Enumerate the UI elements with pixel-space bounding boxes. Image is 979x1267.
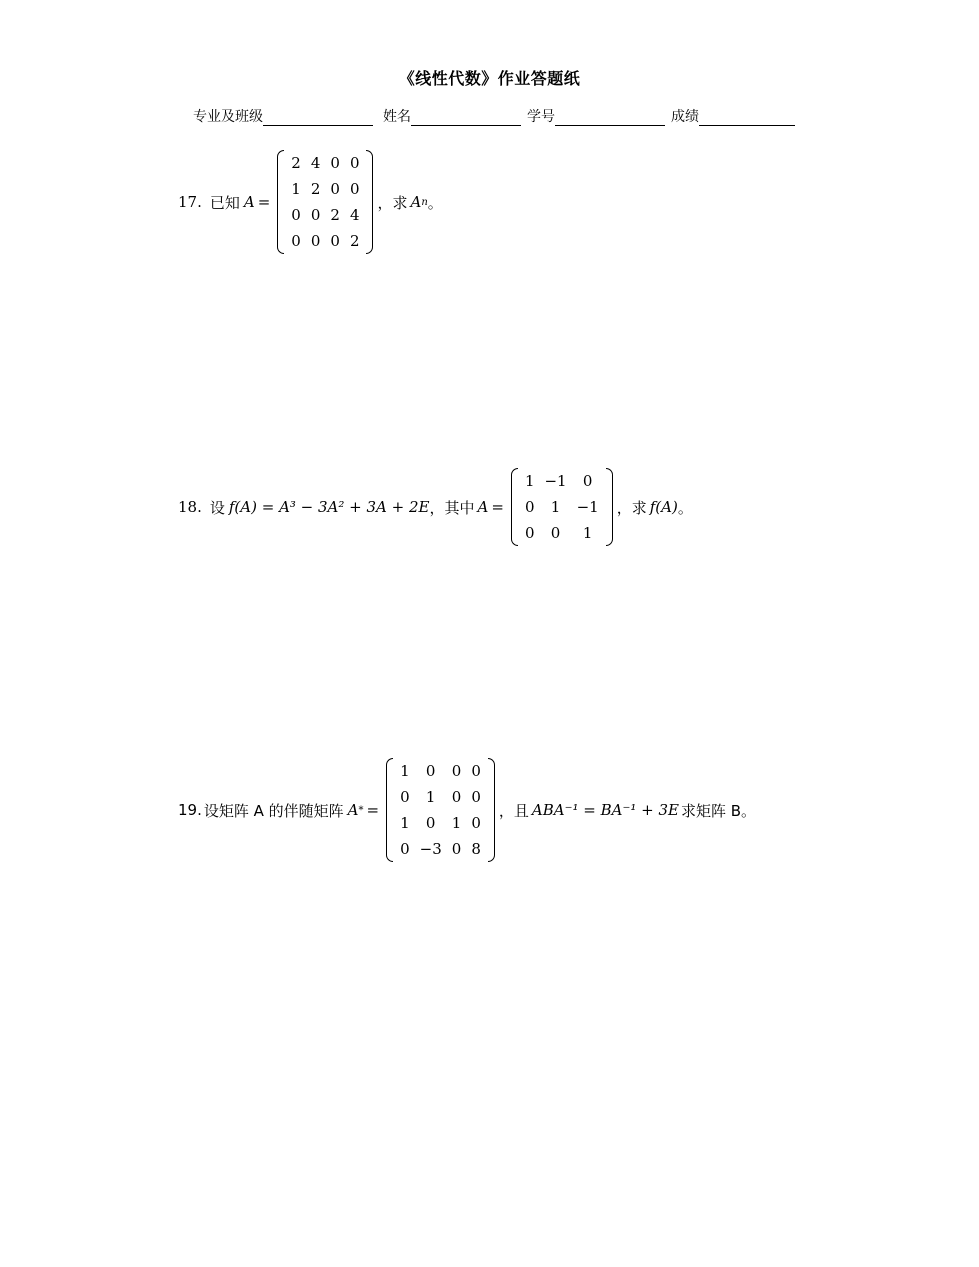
matrix-entry: 4 (349, 206, 360, 224)
problem-suffix: ，求 (616, 498, 647, 517)
target-expression: f(A) (649, 498, 678, 516)
matrix-entry: 2 (349, 232, 360, 250)
student-id-blank[interactable] (555, 109, 665, 126)
matrix-entry: 0 (524, 498, 535, 516)
matrix-entry: −1 (576, 498, 599, 516)
matrix-entry: 0 (291, 232, 301, 250)
polynomial-formula: f(A) = A³ − 3A² + 3A + 2E (228, 498, 430, 516)
left-paren (386, 758, 393, 862)
page-title: 《线性代数》作业答题纸 (398, 69, 581, 88)
matrix-entry: 1 (400, 762, 410, 780)
name-label: 姓名 (383, 109, 411, 125)
matrix-entry: 0 (330, 232, 340, 250)
adjugate-matrix-19 (386, 758, 495, 862)
right-paren (366, 150, 373, 254)
adjugate-mark: * (358, 804, 364, 816)
matrix-entry: 0 (471, 762, 481, 780)
matrix-entry: 0 (451, 788, 462, 806)
student-id-label: 学号 (527, 109, 555, 125)
matrix-entry: 2 (291, 154, 301, 172)
matrix-entry: 1 (582, 524, 593, 542)
left-paren (511, 468, 518, 546)
matrix-equation: ABA⁻¹ = BA⁻¹ + 3E (531, 801, 679, 819)
matrix-entry: 1 (550, 498, 561, 516)
matrix-variable: A (243, 193, 255, 211)
problem-mid-text: ，其中 (429, 498, 475, 517)
equals-sign: = (366, 801, 380, 819)
matrix-entry: 0 (349, 154, 360, 172)
problem-prefix: 设矩阵 A 的伴随矩阵 (203, 801, 344, 820)
problem-number: 18. (178, 498, 202, 516)
matrix-row (395, 758, 486, 784)
equals-sign: = (257, 193, 271, 211)
matrix-entry: 1 (291, 180, 301, 198)
matrix-a-18 (511, 468, 613, 546)
matrix-row (520, 520, 604, 546)
problem-19 (178, 758, 756, 862)
matrix-entry: 0 (330, 180, 340, 198)
problem-suffix: ，求 (377, 193, 408, 212)
matrix-entry: 0 (425, 762, 436, 780)
matrix-entry: 0 (330, 154, 340, 172)
matrix-entry: 0 (291, 206, 301, 224)
matrix-entry: 1 (400, 814, 410, 832)
problem-number: 17. (178, 193, 202, 211)
matrix-entry: 1 (451, 814, 462, 832)
problem-suffix: 求矩阵 B。 (680, 801, 757, 820)
target-variable: A (410, 193, 422, 211)
major-class-blank[interactable] (263, 109, 373, 126)
matrix-grid (286, 150, 364, 254)
matrix-entry: 0 (524, 524, 535, 542)
matrix-entry: 0 (310, 206, 321, 224)
matrix-entry: 1 (425, 788, 436, 806)
matrix-entry: 0 (451, 840, 462, 858)
matrix-row (286, 176, 364, 202)
matrix-entry: 0 (400, 840, 410, 858)
matrix-entry: 0 (582, 472, 593, 490)
matrix-a-17 (277, 150, 373, 254)
matrix-row (395, 784, 486, 810)
problem-17 (178, 150, 443, 254)
right-paren (606, 468, 613, 546)
matrix-grid (520, 468, 604, 546)
matrix-entry: −1 (544, 472, 567, 490)
name-blank[interactable] (411, 109, 521, 126)
target-exponent: n (421, 196, 428, 208)
matrix-row (286, 228, 364, 254)
matrix-entry: 0 (400, 788, 410, 806)
problem-prefix: 设 (209, 498, 225, 517)
matrix-grid (395, 758, 486, 862)
matrix-entry: 2 (330, 206, 340, 224)
matrix-entry: 4 (310, 154, 321, 172)
matrix-row (520, 468, 604, 494)
matrix-row (286, 202, 364, 228)
matrix-row (520, 494, 604, 520)
left-paren (277, 150, 284, 254)
matrix-entry: 8 (471, 840, 481, 858)
score-blank[interactable] (699, 109, 795, 126)
problem-18 (178, 468, 693, 546)
matrix-entry: 0 (451, 762, 462, 780)
matrix-row (286, 150, 364, 176)
matrix-variable: A (347, 801, 359, 819)
matrix-entry: 0 (471, 788, 481, 806)
matrix-entry: 0 (425, 814, 436, 832)
score-label: 成绩 (671, 109, 699, 125)
student-info-row (193, 106, 795, 126)
matrix-entry: 2 (310, 180, 321, 198)
problem-number: 19. (178, 801, 202, 819)
matrix-variable: A (477, 498, 489, 516)
matrix-entry: 0 (550, 524, 561, 542)
problem-prefix: 已知 (209, 193, 240, 212)
matrix-entry: 0 (471, 814, 481, 832)
matrix-entry: 1 (524, 472, 535, 490)
matrix-entry: −3 (419, 840, 442, 858)
end-punctuation: 。 (427, 193, 443, 212)
end-punctuation: 。 (677, 498, 693, 517)
problem-mid-text: ，且 (498, 801, 529, 820)
matrix-row (395, 836, 486, 862)
matrix-entry: 0 (310, 232, 321, 250)
matrix-entry: 0 (349, 180, 360, 198)
matrix-row (395, 810, 486, 836)
major-class-label: 专业及班级 (193, 109, 263, 125)
right-paren (488, 758, 495, 862)
equals-sign: = (491, 498, 504, 516)
